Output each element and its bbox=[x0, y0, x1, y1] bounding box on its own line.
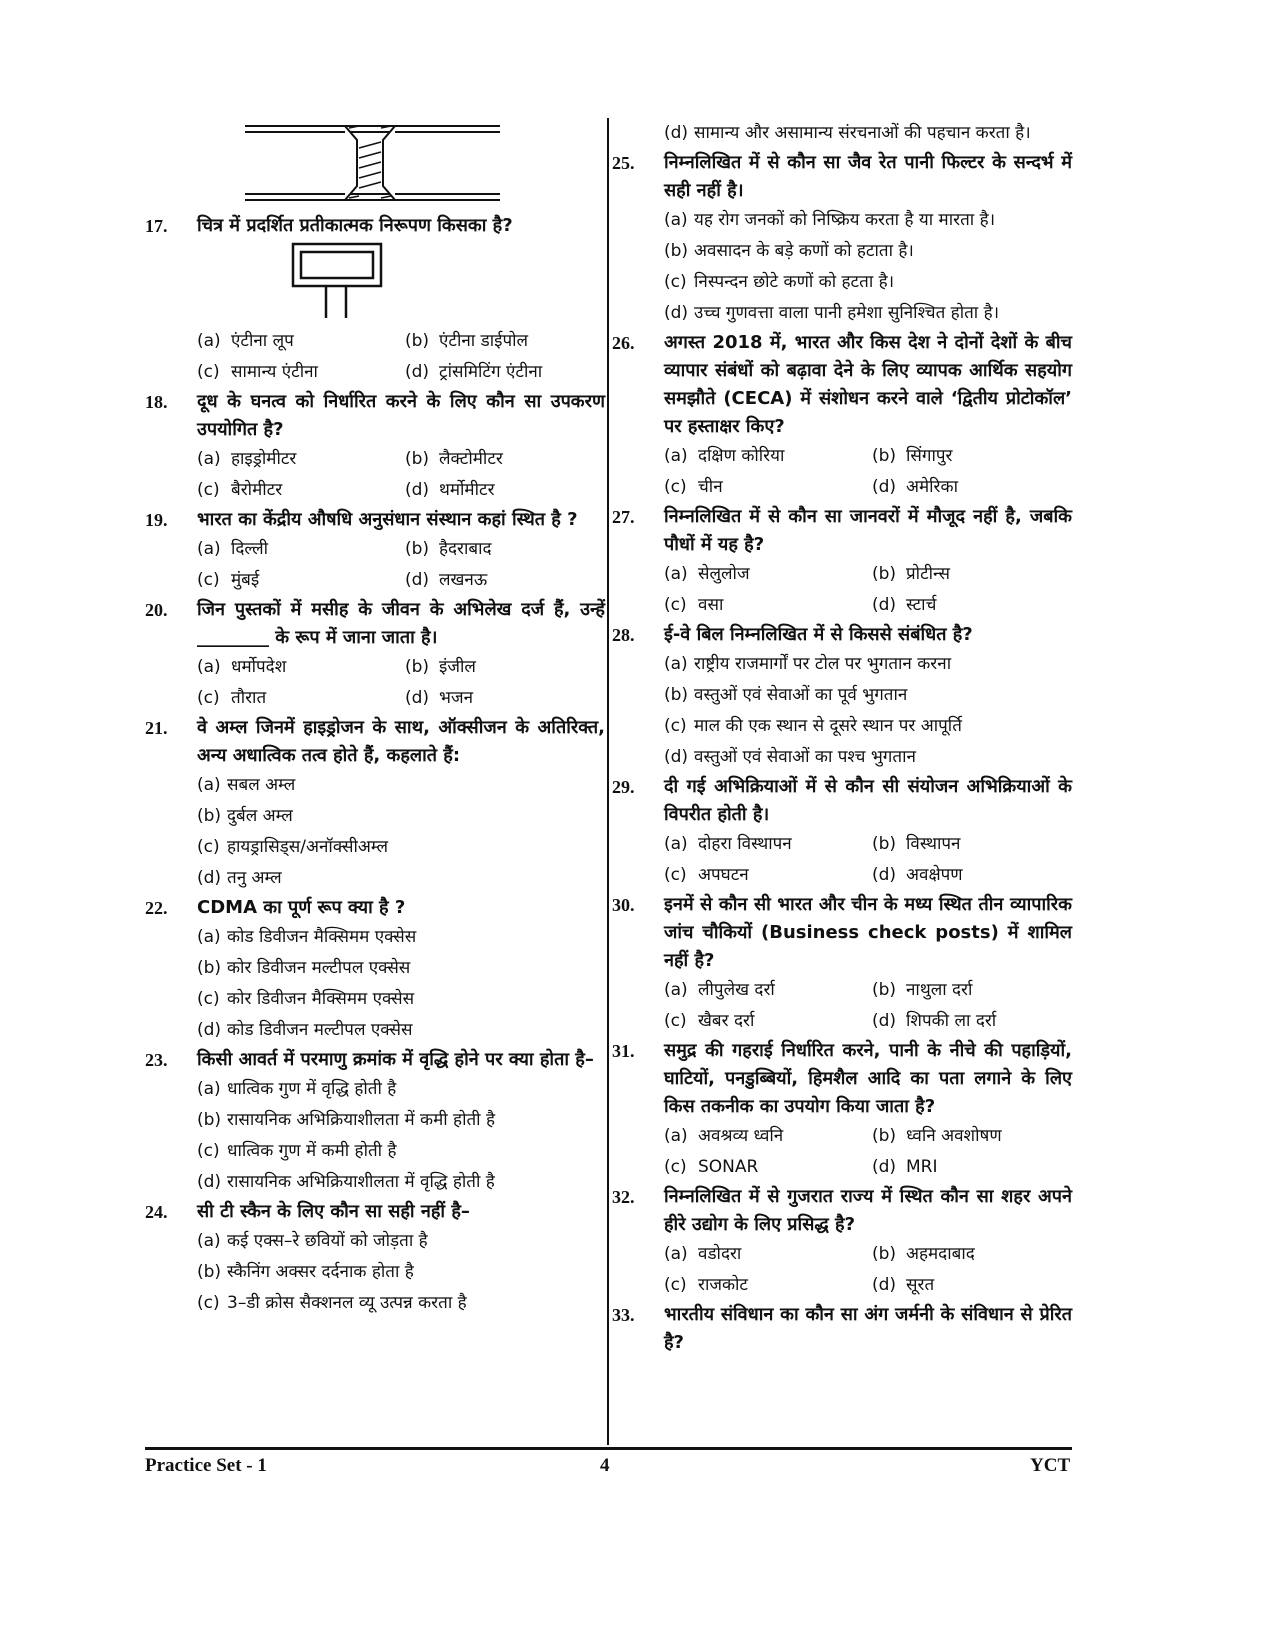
q27-options bbox=[612, 559, 1072, 621]
option-c[interactable]: (c) खैबर दर्रा bbox=[664, 1011, 755, 1031]
option-c[interactable]: (c) हायड्रासिड्स/अनॉक्सीअम्ल bbox=[197, 837, 389, 857]
option-d[interactable]: (d) उच्च गुणवत्ता वाला पानी हमेशा सुनिश्चित होता है। bbox=[664, 303, 1000, 323]
page-number: 4 bbox=[600, 1455, 610, 1476]
question-26: 26. अगस्त 2018 में, भारत और किस देश ने दोनों देशों के बीच व्यापार संबंधों को बढ़ावा देने के लिए व्यापक आर्थिक सहयोग समझौते (CECA) में संशोधन करने वाले ‘द्वितीय प्रोटोकॉल’ पर हस्ताक्षर किए? bbox=[612, 332, 1072, 437]
option-a[interactable]: (a) दोहरा विस्थापन bbox=[664, 834, 792, 854]
question-17: 17. चित्र में प्रदर्शित प्रतीकात्मक निरूपण किसका है? bbox=[145, 215, 513, 236]
q30-options bbox=[612, 975, 1072, 1037]
option-a[interactable]: (a) दक्षिण कोरिया bbox=[664, 446, 785, 466]
option-c[interactable]: (c) तौरात bbox=[197, 688, 267, 708]
option-a[interactable]: (a) लीपुलेख दर्रा bbox=[664, 980, 775, 1000]
question-25: 25. निम्नलिखित में से कौन सा जैव रेत पानी फिल्टर के सन्दर्भ में सही नहीं है। bbox=[612, 152, 1072, 201]
option-c[interactable]: (c) चीन bbox=[664, 477, 723, 497]
question-30: 30. इनमें से कौन सी भारत और चीन के मध्य स्थित तीन व्यापारिक जांच चौकियों (Business check posts) में शामिल नहीं है? bbox=[612, 894, 1072, 971]
column-divider bbox=[607, 118, 609, 1445]
option-c[interactable]: (c) SONAR bbox=[664, 1157, 759, 1177]
option-c[interactable]: (c) धात्विक गुण में कमी होती है bbox=[197, 1141, 397, 1161]
option-d[interactable]: (d) वस्तुओं एवं सेवाओं का पश्च भुगतान bbox=[664, 747, 916, 767]
option-d[interactable]: (d) अमेरिका bbox=[872, 477, 958, 497]
option-b[interactable]: (b) इंजील bbox=[405, 657, 476, 677]
question-18: 18. दूध के घनत्व को निर्धारित करने के लिए कौन सा उपकरण उपयोगित है? bbox=[145, 391, 605, 440]
option-b[interactable]: (b) नाथुला दर्रा bbox=[872, 980, 973, 1000]
q17-options bbox=[145, 326, 605, 388]
option-b[interactable]: (b) हैदराबाद bbox=[405, 539, 492, 559]
option-d[interactable]: (d) MRI bbox=[872, 1157, 938, 1177]
footer-set-label: Practice Set - 1 bbox=[145, 1455, 267, 1476]
option-a[interactable]: (a) अवश्रव्य ध्वनि bbox=[664, 1126, 784, 1146]
option-b[interactable]: (b) एंटीना डाईपोल bbox=[405, 331, 529, 351]
option-c[interactable]: (c) 3–डी क्रोस सैक्शनल व्यू उत्पन्न करता है bbox=[197, 1293, 467, 1313]
option-c[interactable]: (c) कोर डिवीजन मैक्सिमम एक्सेस bbox=[197, 989, 415, 1009]
option-c[interactable]: (c) राजकोट bbox=[664, 1275, 748, 1295]
q20-options bbox=[145, 652, 605, 714]
option-c[interactable]: (c) वसा bbox=[664, 595, 724, 615]
option-a[interactable]: (a) कई एक्स–रे छवियों को जोड़ता है bbox=[197, 1231, 428, 1251]
option-c[interactable]: (c) निस्पन्दन छोटे कणों को हटता है। bbox=[664, 272, 895, 292]
option-b[interactable]: (b) रासायनिक अभिक्रियाशीलता में कमी होती है bbox=[197, 1110, 496, 1130]
option-b[interactable]: (b) अहमदाबाद bbox=[872, 1244, 975, 1264]
weld-joint-figure bbox=[145, 118, 605, 208]
option-c[interactable]: (c) माल की एक स्थान से दूसरे स्थान पर आपूर्ति bbox=[664, 716, 962, 736]
q24-option-d[interactable]: (d) सामान्य और असामान्य संरचनाओं की पहचान करता है। bbox=[664, 123, 1031, 143]
question-31: 31. समुद्र की गहराई निर्धारित करने, पानी के नीचे की पहाड़ियों, घाटियों, पनडुब्बियों, हिमशैल आदि का पता लगाने के लिए किस तकनीक का उपयोग किया जाता है? bbox=[612, 1040, 1072, 1117]
q32-options bbox=[612, 1239, 1072, 1301]
publisher-label: YCT bbox=[1030, 1455, 1071, 1476]
q31-options bbox=[612, 1121, 1072, 1183]
question-32: 32. निम्नलिखित में से गुजरात राज्य में स्थित कौन सा शहर अपने हीरे उद्योग के लिए प्रसिद्ध है? bbox=[612, 1186, 1072, 1235]
option-b[interactable]: (b) दुर्बल अम्ल bbox=[197, 806, 293, 826]
q19-options bbox=[145, 534, 605, 596]
question-21: 21. वे अम्ल जिनमें हाइड्रोजन के साथ, ऑक्सीजन के अतिरिक्त, अन्य अधात्विक तत्व होते हैं, कहलाते हैं: bbox=[145, 717, 605, 766]
option-b[interactable]: (b) कोर डिवीजन मल्टीपल एक्सेस bbox=[197, 958, 411, 978]
question-22: 22. CDMA का पूर्ण रूप क्या है ? bbox=[145, 897, 406, 918]
option-b[interactable]: (b) स्कैनिंग अक्सर दर्दनाक होता है bbox=[197, 1262, 414, 1282]
option-a[interactable]: (a) सबल अम्ल bbox=[197, 775, 296, 795]
option-d[interactable]: (d) शिपकी ला दर्रा bbox=[872, 1011, 997, 1031]
option-c[interactable]: (c) सामान्य एंटीना bbox=[197, 362, 318, 382]
question-27: 27. निम्नलिखित में से कौन सा जानवरों में मौजूद नहीं है, जबकि पौधों में यह है? bbox=[612, 506, 1072, 555]
question-24: 24. सी टी स्कैन के लिए कौन सा सही नहीं है– bbox=[145, 1201, 470, 1222]
question-23: 23. किसी आवर्त में परमाणु क्रमांक में वृद्धि होने पर क्या होता है– bbox=[145, 1049, 594, 1070]
option-c[interactable]: (c) अपघटन bbox=[664, 865, 749, 885]
question-20: 20. जिन पुस्तकों में मसीह के जीवन के अभिलेख दर्ज हैं, उन्हें ________ के रूप में जाना जाता है। bbox=[145, 599, 605, 648]
question-28: 28. ई-वे बिल निम्नलिखित में से किससे संबंधित है? bbox=[612, 624, 973, 645]
option-d[interactable]: (d) भजन bbox=[405, 688, 473, 708]
option-a[interactable]: (a) राष्ट्रीय राजमार्गों पर टोल पर भुगतान करना bbox=[664, 654, 952, 674]
q26-options bbox=[612, 441, 1072, 503]
antenna-symbol-figure bbox=[145, 240, 605, 322]
option-a[interactable]: (a) एंटीना लूप bbox=[197, 331, 294, 351]
left-column bbox=[145, 118, 605, 1319]
option-a[interactable]: (a) वडोदरा bbox=[664, 1244, 742, 1264]
option-b[interactable]: (b) प्रोटीन्स bbox=[872, 564, 951, 584]
option-a[interactable]: (a) धात्विक गुण में वृद्धि होती है bbox=[197, 1079, 397, 1099]
option-d[interactable]: (d) रासायनिक अभिक्रियाशीलता में वृद्धि होती है bbox=[197, 1172, 495, 1192]
q29-options bbox=[612, 829, 1072, 891]
option-a[interactable]: (a) यह रोग जनकों को निष्क्रिय करता है या मारता है। bbox=[664, 210, 996, 230]
option-b[interactable]: (b) वस्तुओं एवं सेवाओं का पूर्व भुगतान bbox=[664, 685, 908, 705]
question-19: 19. भारत का केंद्रीय औषधि अनुसंधान संस्थान कहां स्थित है ? bbox=[145, 509, 578, 530]
option-d[interactable]: (d) सूरत bbox=[872, 1275, 935, 1295]
option-c[interactable]: (c) मुंबई bbox=[197, 570, 260, 590]
option-a[interactable]: (a) धर्मोपदेश bbox=[197, 657, 287, 677]
option-d[interactable]: (d) कोड डिवीजन मल्टीपल एक्सेस bbox=[197, 1020, 413, 1040]
footer-rule bbox=[145, 1447, 1072, 1450]
question-33: 33. भारतीय संविधान का कौन सा अंग जर्मनी के संविधान से प्रेरित है? bbox=[612, 1304, 1072, 1353]
option-d[interactable]: (d) लखनऊ bbox=[405, 570, 488, 590]
option-d[interactable]: (d) थर्मोमीटर bbox=[405, 480, 495, 500]
option-a[interactable]: (a) दिल्ली bbox=[197, 539, 269, 559]
option-b[interactable]: (b) लैक्टोमीटर bbox=[405, 449, 503, 469]
right-column bbox=[612, 118, 1072, 1357]
option-d[interactable]: (d) ट्रांसमिटिंग एंटीना bbox=[405, 362, 543, 382]
option-b[interactable]: (b) विस्थापन bbox=[872, 834, 961, 854]
option-b[interactable]: (b) अवसादन के बड़े कणों को हटाता है। bbox=[664, 241, 914, 261]
option-c[interactable]: (c) बैरोमीटर bbox=[197, 480, 283, 500]
option-d[interactable]: (d) अवक्षेपण bbox=[872, 865, 963, 885]
option-b[interactable]: (b) सिंगापुर bbox=[872, 446, 953, 466]
q18-options bbox=[145, 444, 605, 506]
option-a[interactable]: (a) हाइड्रोमीटर bbox=[197, 449, 297, 469]
question-29: 29. दी गई अभिक्रियाओं में से कौन सी संयोजन अभिक्रियाओं के विपरीत होती है। bbox=[612, 776, 1072, 825]
option-a[interactable]: (a) सेलुलोज bbox=[664, 564, 750, 584]
option-d[interactable]: (d) तनु अम्ल bbox=[197, 868, 282, 888]
option-b[interactable]: (b) ध्वनि अवशोषण bbox=[872, 1126, 1002, 1146]
option-d[interactable]: (d) स्टार्च bbox=[872, 595, 937, 615]
option-a[interactable]: (a) कोड डिवीजन मैक्सिमम एक्सेस bbox=[197, 927, 417, 947]
